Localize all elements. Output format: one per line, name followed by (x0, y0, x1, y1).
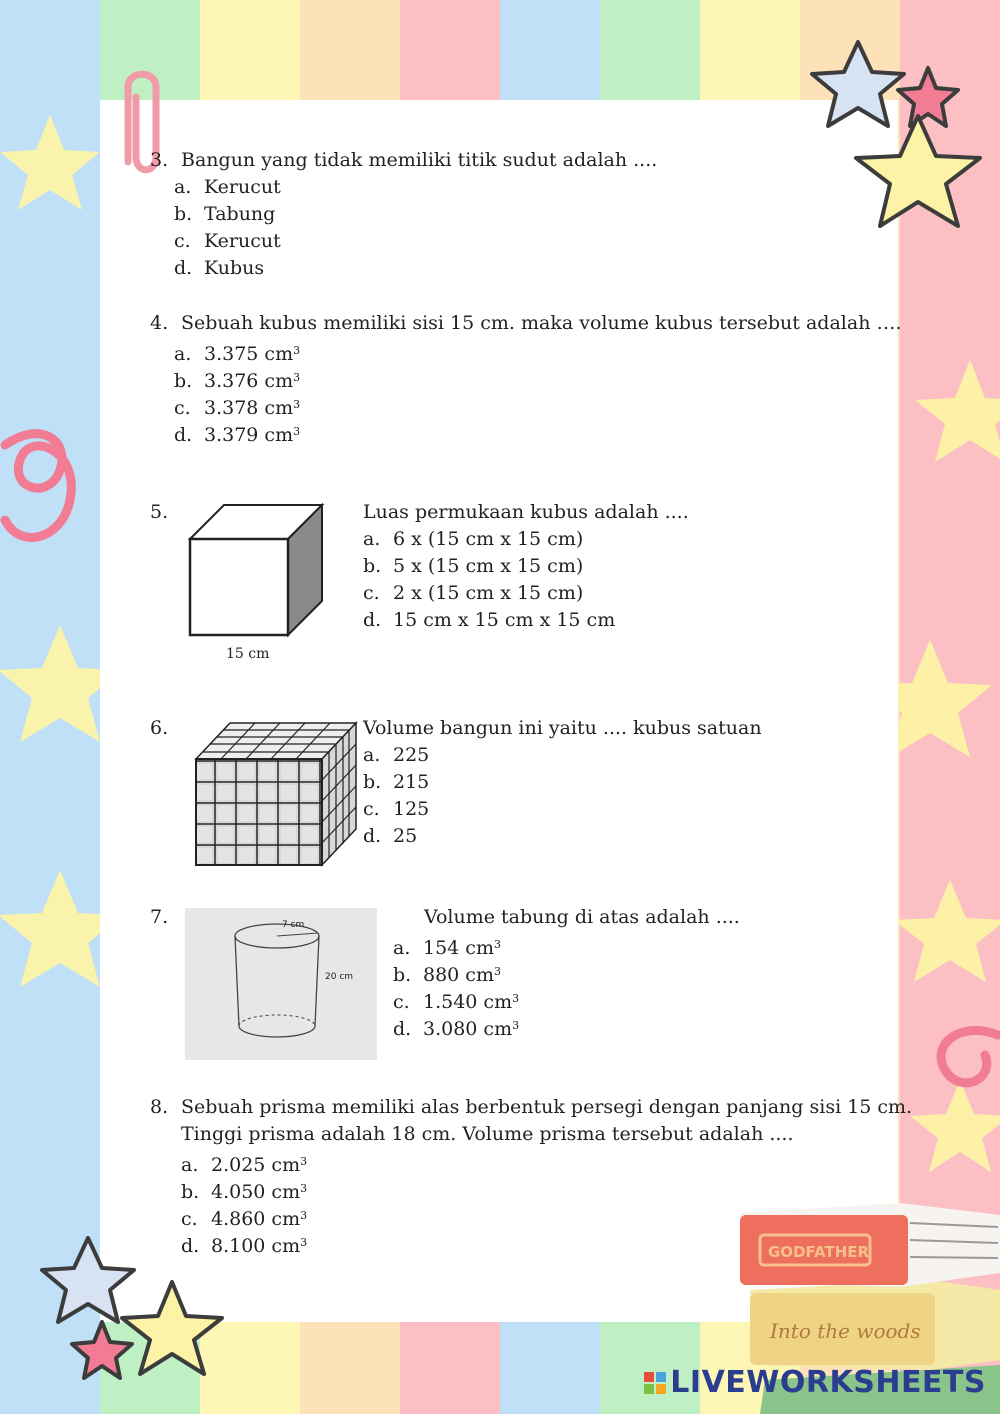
cylinder-figure (185, 908, 377, 1060)
option-text: 8.100 cm (211, 1235, 301, 1257)
cylinder-height-label: 20 cm (325, 972, 354, 982)
star-icon (122, 1282, 222, 1374)
option-d[interactable] (174, 418, 300, 449)
option-d[interactable] (393, 1012, 519, 1043)
option-b[interactable] (363, 769, 429, 796)
question-text: Sebuah kubus memiliki sisi 15 cm. maka volume kubus tersebut adalah …. (181, 312, 902, 334)
option-b[interactable] (363, 553, 583, 580)
option-superscript: 3 (512, 992, 520, 1005)
star-icon (898, 68, 958, 126)
option-letter: b. (174, 203, 193, 225)
option-letter: d. (174, 424, 193, 446)
question-number: 3. (150, 149, 169, 171)
option-letter: d. (363, 825, 382, 847)
option-superscript: 3 (493, 965, 501, 978)
unit-cubes-figure (194, 719, 358, 867)
option-superscript: 3 (300, 1155, 308, 1168)
option-superscript: 3 (293, 425, 301, 438)
option-text: 4.860 cm (211, 1208, 301, 1230)
option-text: Kubus (204, 257, 265, 279)
option-c[interactable] (363, 796, 429, 823)
option-text: Kerucut (204, 230, 281, 252)
option-text: 1.540 cm (423, 991, 513, 1013)
question-text: Volume bangun ini yaitu .... kubus satuan (363, 717, 762, 739)
option-text: Kerucut (204, 176, 281, 198)
star-icon (856, 116, 980, 226)
book-title-bottom: Into the woods (770, 1319, 921, 1343)
option-text: 225 (393, 744, 430, 766)
option-letter: b. (363, 771, 382, 793)
option-letter: b. (363, 555, 382, 577)
option-d[interactable] (363, 823, 417, 850)
option-text: 15 cm x 15 cm x 15 cm (393, 609, 616, 631)
star-icon (894, 880, 1000, 982)
option-letter: c. (174, 397, 191, 419)
question-text: Sebuah prisma memiliki alas berbentuk persegi dengan panjang sisi 15 cm. (181, 1096, 913, 1118)
option-letter: c. (174, 230, 191, 252)
option-superscript: 3 (293, 344, 301, 357)
option-letter: d. (363, 609, 382, 631)
question-text: Luas permukaan kubus adalah .... (363, 501, 689, 523)
option-letter: a. (181, 1154, 199, 1176)
option-superscript: 3 (300, 1236, 308, 1249)
question-5 (150, 499, 850, 669)
option-letter: d. (181, 1235, 200, 1257)
option-letter: a. (363, 528, 381, 550)
liveworksheets-logo-icon (644, 1372, 666, 1394)
question-3 (150, 147, 850, 277)
option-text: 880 cm (423, 964, 494, 986)
option-text: Tabung (204, 203, 276, 225)
option-text: 125 (393, 798, 430, 820)
book-title-top: GODFATHER (768, 1243, 870, 1261)
option-text: 6 x (15 cm x 15 cm) (393, 528, 584, 550)
swirl-decoration (5, 434, 71, 538)
option-text: 3.378 cm (204, 397, 294, 419)
liveworksheets-brand[interactable] (644, 1365, 986, 1400)
option-letter: c. (363, 582, 380, 604)
option-letter: d. (174, 257, 193, 279)
option-a[interactable] (363, 742, 429, 769)
option-d[interactable] (181, 1229, 307, 1260)
option-letter: a. (174, 176, 192, 198)
option-superscript: 3 (293, 398, 301, 411)
option-superscript: 3 (512, 1019, 520, 1032)
option-text: 215 (393, 771, 430, 793)
option-d[interactable] (174, 255, 264, 282)
option-text: 154 cm (423, 937, 494, 959)
option-text: 25 (393, 825, 418, 847)
cylinder-drawing (185, 908, 377, 1060)
option-d[interactable] (363, 607, 615, 634)
option-c[interactable] (363, 580, 583, 607)
option-superscript: 3 (493, 938, 501, 951)
option-a[interactable] (363, 526, 583, 553)
question-text: Bangun yang tidak memiliki titik sudut adalah .... (181, 149, 658, 171)
question-6 (150, 715, 850, 870)
option-letter: b. (181, 1181, 200, 1203)
option-letter: b. (174, 370, 193, 392)
question-text-line-2: Tinggi prisma adalah 18 cm. Volume prisma tersebut adalah .... (181, 1123, 794, 1145)
question-number: 5. (150, 501, 169, 523)
option-letter: d. (393, 1018, 412, 1040)
option-letter: a. (363, 744, 381, 766)
option-letter: c. (393, 991, 410, 1013)
question-number: 7. (150, 906, 169, 928)
option-letter: a. (174, 343, 192, 365)
option-superscript: 3 (293, 371, 301, 384)
option-text: 2.025 cm (211, 1154, 301, 1176)
option-text: 2 x (15 cm x 15 cm) (393, 582, 584, 604)
option-letter: b. (393, 964, 412, 986)
star-icon (910, 1080, 1000, 1172)
cube-figure (188, 503, 328, 663)
swirl-decoration (941, 1030, 998, 1082)
question-number: 4. (150, 312, 169, 334)
question-number: 8. (150, 1096, 169, 1118)
option-a[interactable] (174, 174, 281, 201)
star-icon (0, 115, 100, 210)
cube-side-label: 15 cm (226, 646, 270, 662)
option-text: 5 x (15 cm x 15 cm) (393, 555, 584, 577)
cylinder-radius-label: 7 cm (282, 920, 305, 930)
option-text: 4.050 cm (211, 1181, 301, 1203)
option-text: 3.080 cm (423, 1018, 513, 1040)
option-superscript: 3 (300, 1182, 308, 1195)
star-icon (72, 1322, 132, 1378)
option-letter: c. (181, 1208, 198, 1230)
question-number: 6. (150, 717, 169, 739)
option-text: 3.375 cm (204, 343, 294, 365)
option-c[interactable] (174, 228, 281, 255)
option-text: 3.376 cm (204, 370, 294, 392)
question-7 (150, 904, 850, 1064)
option-superscript: 3 (300, 1209, 308, 1222)
star-icon (42, 1238, 134, 1322)
question-text: Volume tabung di atas adalah .... (424, 906, 740, 928)
star-icon (812, 42, 904, 126)
question-8 (150, 1094, 913, 1257)
question-4 (150, 310, 902, 446)
brand-text: LIVEWORKSHEETS (670, 1365, 986, 1400)
option-letter: a. (393, 937, 411, 959)
option-b[interactable] (174, 201, 275, 228)
option-text: 3.379 cm (204, 424, 294, 446)
star-icon (915, 360, 1000, 462)
option-letter: c. (363, 798, 380, 820)
